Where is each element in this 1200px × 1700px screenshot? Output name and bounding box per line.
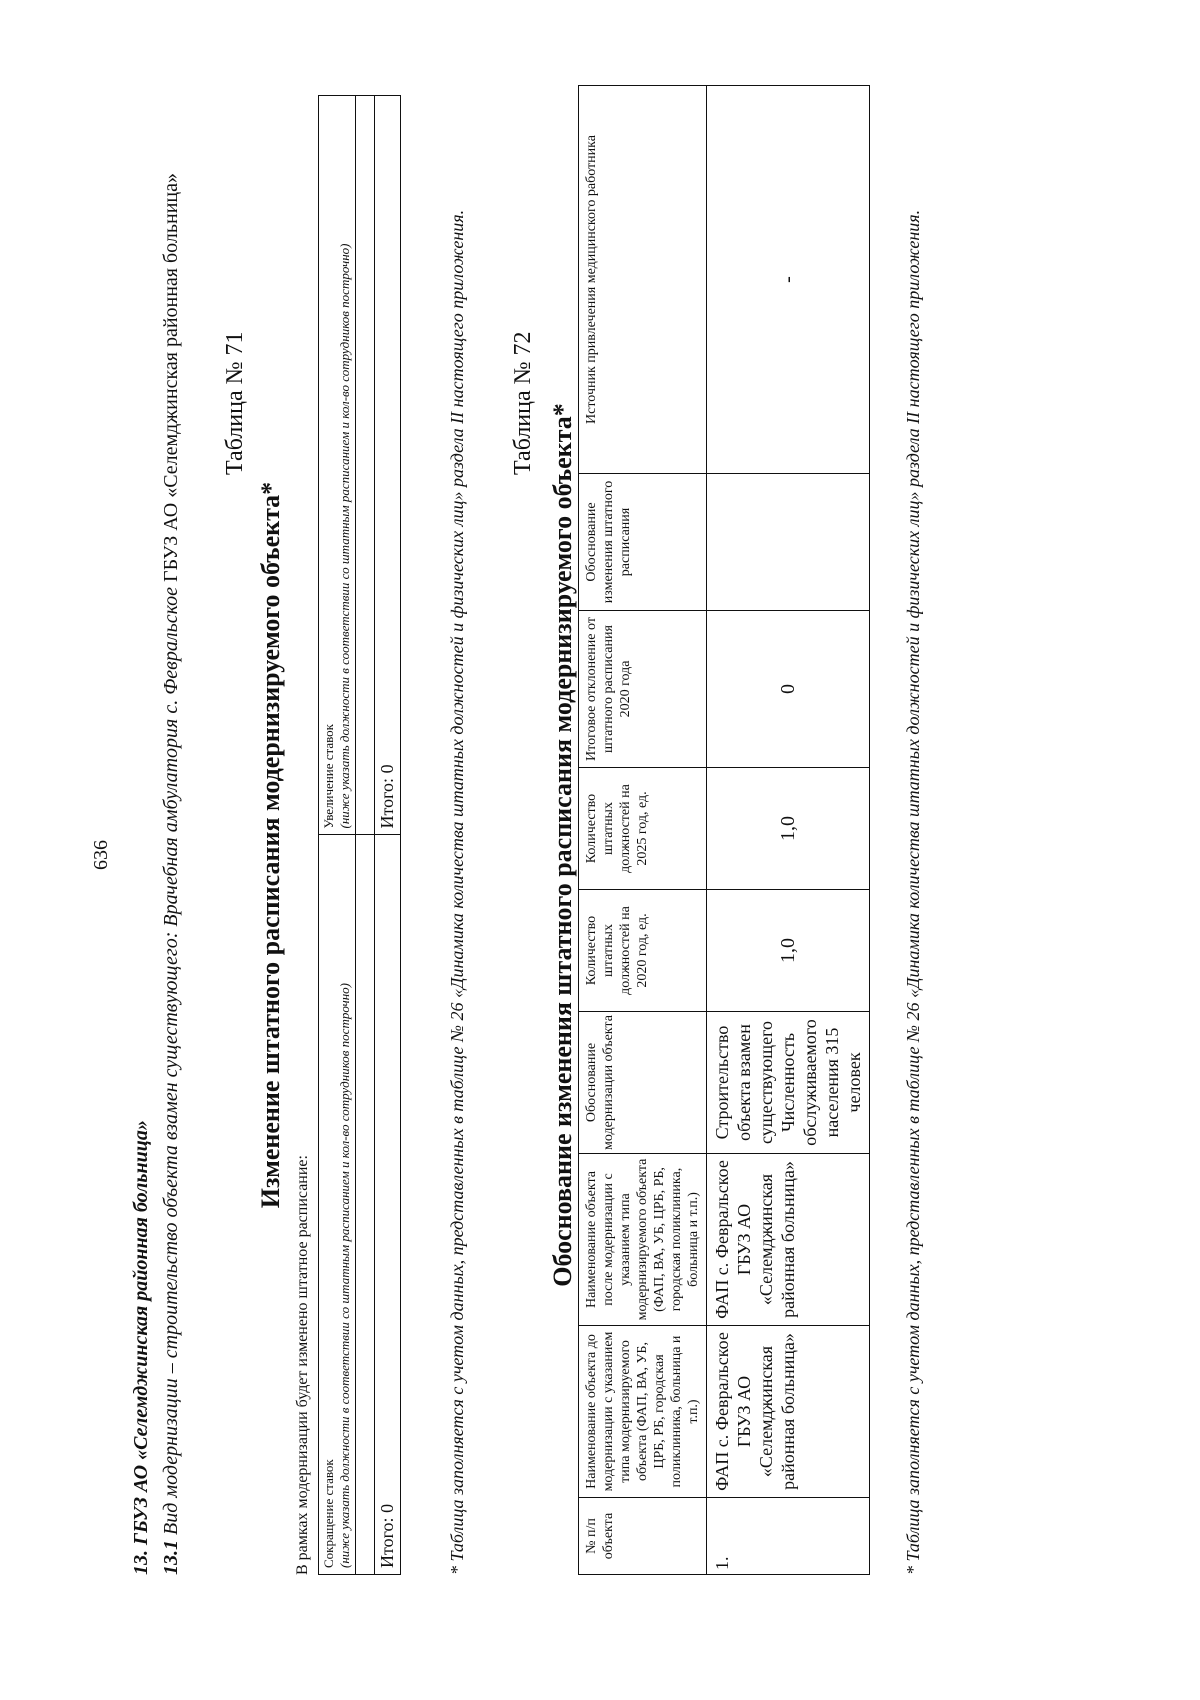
object-before: ФАП с. Февральское ГБУЗ АО «Селемджинская районная больница» bbox=[707, 1326, 870, 1498]
object-after: ФАП с. Февральское ГБУЗ АО «Селемджинская районная больница» bbox=[707, 1154, 870, 1326]
section-sub-plain: ГБУЗ АО «Селемджинская районная больница» bbox=[160, 172, 182, 582]
table71-footnote: * Таблица заполняется с учетом данных, представленных в таблице № 26 «Динамика количества штатных должностей и физических лиц» раздела II настоящего приложения. bbox=[447, 209, 467, 1575]
table72-header-cell: Наименование объекта до модернизации с указанием типа модернизируемого объекта (ФАП, ВА, УБ, ЦРБ, РБ, городская поликлиника, больница и т.п.) bbox=[579, 1326, 707, 1498]
table71-total-right: Итого: 0 bbox=[375, 96, 401, 836]
table72-header-cell: Обоснование изменения штатного расписания bbox=[579, 474, 707, 611]
section-subtitle bbox=[158, 115, 184, 1575]
table72-header-cell: Обоснование модернизации объекта bbox=[579, 1012, 707, 1154]
table71-empty-cell bbox=[356, 835, 375, 1575]
modernization-reason: Строительство объекта взамен существующего Численность обслуживаемого населения 315 человек bbox=[707, 1012, 870, 1154]
table71-right-header bbox=[319, 96, 356, 836]
section-title: 13. ГБУЗ АО «Селемджинская районная больница» bbox=[130, 1120, 152, 1575]
table72 bbox=[578, 85, 870, 1575]
table72-header-cell: Источник привлечения медицинского работника bbox=[579, 86, 707, 474]
section-sub-number: 13.1 bbox=[160, 1540, 182, 1575]
table72-header-cell: Наименование объекта после модернизации с указанием типа модернизируемого объекта (ФАП, ВА, УБ, ЦРБ, РБ, городская поликлиника, больница и т.п.) bbox=[579, 1154, 707, 1326]
table71-right-note: (ниже указать должности в соответствии со штатным расписанием и кол-во сотрудников построчно) bbox=[337, 243, 352, 829]
table-row bbox=[707, 86, 870, 1575]
table72-header-row bbox=[579, 86, 707, 1575]
table72-label: Таблица № 72 bbox=[510, 331, 536, 475]
table72-header-cell: Количество штатных должностей на 2025 год, ед. bbox=[579, 768, 707, 890]
staff-source: - bbox=[707, 86, 870, 474]
staff-count-2025: 1,0 bbox=[707, 768, 870, 890]
table71 bbox=[318, 95, 401, 1575]
table71-right-title: Увеличение ставок bbox=[321, 723, 336, 829]
table72-header-cell: Итоговое отклонение от штатного расписания 2020 года bbox=[579, 611, 707, 768]
page-number: 636 bbox=[90, 840, 112, 870]
table72-header-cell: Количество штатных должностей на 2020 год, ед. bbox=[579, 890, 707, 1012]
table71-total-left: Итого: 0 bbox=[375, 835, 401, 1575]
table71-label: Таблица № 71 bbox=[222, 331, 248, 475]
table72-header-cell: № п/п объекта bbox=[579, 1498, 707, 1575]
table71-intro: В рамках модернизации будет изменено штатное расписание: bbox=[294, 1155, 311, 1575]
table71-empty-cell bbox=[356, 96, 375, 836]
table71-left-title: Сокращение ставок bbox=[321, 1459, 336, 1568]
row-number: 1. bbox=[707, 1498, 870, 1575]
table72-footnote: * Таблица заполняется с учетом данных, представленных в таблице № 26 «Динамика количества штатных должностей и физических лиц» раздела II настоящего приложения. bbox=[903, 209, 923, 1575]
section-sub-italic: Вид модернизации – строительство объекта взамен существующего: Врачебная амбулатория с. Февральское bbox=[160, 586, 182, 1535]
table71-left-note: (ниже указать должности в соответствии со штатным расписанием и кол-во сотрудников построчно) bbox=[337, 983, 352, 1568]
staff-change-reason bbox=[707, 474, 870, 611]
staff-count-2020: 1,0 bbox=[707, 890, 870, 1012]
table72-heading: Обоснование изменения штатного расписания модернизируемого объекта* bbox=[548, 403, 577, 1287]
table71-left-header bbox=[319, 835, 356, 1575]
staff-deviation: 0 bbox=[707, 611, 870, 768]
table71-heading: Изменение штатного расписания модернизируемого объекта* bbox=[256, 481, 285, 1209]
